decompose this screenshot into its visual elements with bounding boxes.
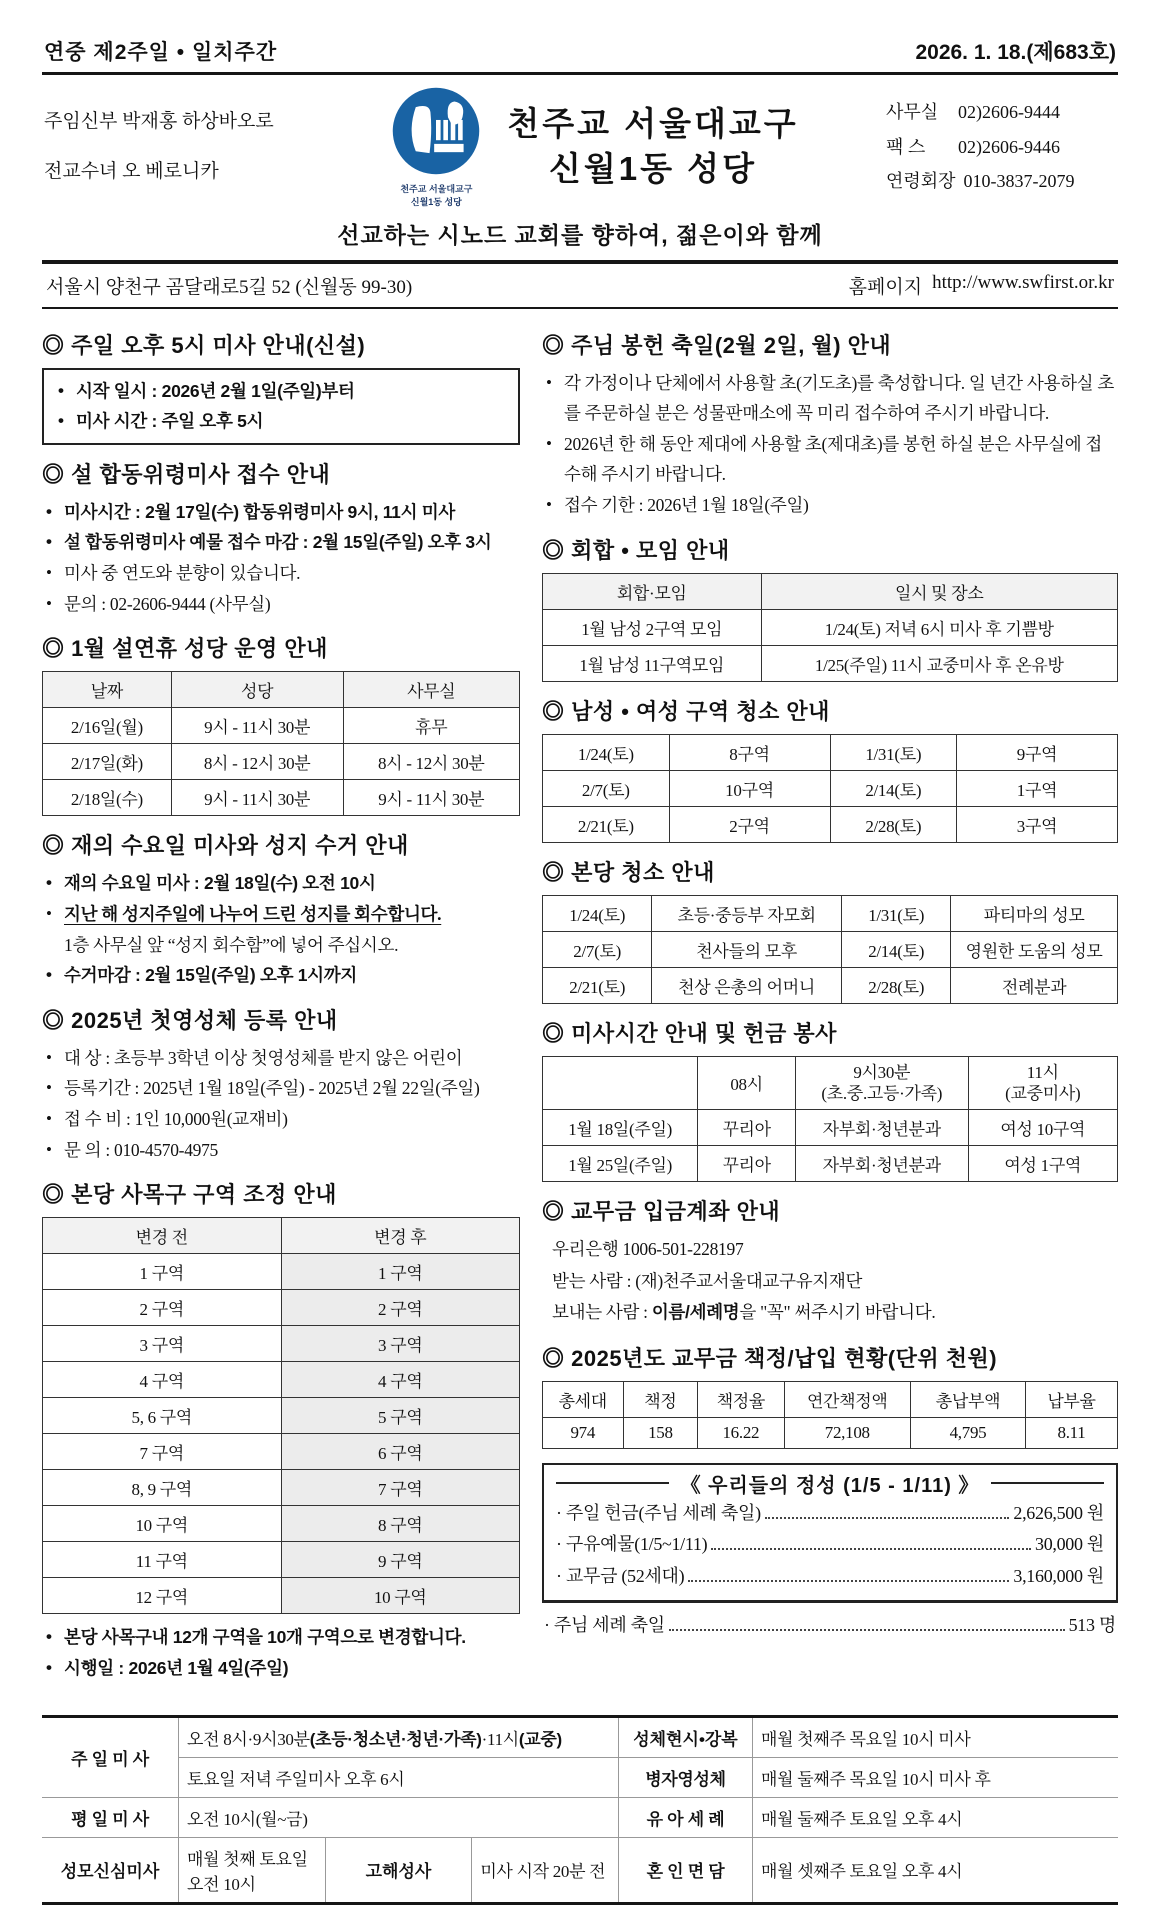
table-cell: 1/24(토)	[543, 734, 670, 770]
list-item: • 설 합동위령미사 예물 접수 마감 : 2월 15일(주일) 오후 3시	[42, 527, 520, 558]
pastor-name: 주임신부 박재홍 하상바오로	[44, 111, 274, 133]
table-cell: 2/28(토)	[842, 967, 951, 1003]
table-cell: 3구역	[957, 806, 1118, 842]
table-cell: 1 구역	[43, 1254, 282, 1290]
attendance-count: 513 명	[1068, 1615, 1116, 1636]
contact-office-number: 02)2606-9444	[957, 102, 1060, 123]
table-cell: 1월 25일(주일)	[543, 1146, 698, 1182]
footer-label: 평 일 미 사	[42, 1797, 179, 1837]
table-cell: 974	[543, 1417, 624, 1448]
table-cell: 9구역	[957, 734, 1118, 770]
table-cell: 8시 - 12시 30분	[171, 744, 343, 780]
list-item: • 대 상 : 초등부 3학년 이상 첫영성체를 받지 않은 어린이	[42, 1043, 520, 1074]
list-item: • 시행일 : 2026년 1월 4일(주일)	[42, 1653, 520, 1684]
meetings-table	[542, 573, 1118, 682]
col-header: 변경 전	[43, 1218, 282, 1254]
table-cell: 전례분과	[951, 967, 1118, 1003]
table-cell: 파티마의 성모	[951, 895, 1118, 931]
left-column	[42, 319, 520, 1697]
table-cell: 5, 6 구역	[43, 1398, 282, 1434]
table-cell: 영원한 도움의 성모	[951, 931, 1118, 967]
issue-date-label: 2026. 1. 18.(제683호)	[915, 41, 1116, 64]
section-heading: ◎ 재의 수요일 미사와 성지 수거 안내	[42, 833, 409, 859]
table-cell: 천사들의 모후	[652, 931, 842, 967]
section-mass-offering	[542, 1017, 1118, 1183]
district-reorg-table	[42, 1217, 520, 1614]
table-cell: 4 구역	[43, 1362, 282, 1398]
offering-box-title: 《 우리들의 정성 (1/5 - 1/11) 》	[556, 1469, 1104, 1498]
section-heading: ◎ 1월 설연휴 성당 운영 안내	[42, 636, 328, 662]
col-header: 9시30분 (초.중.고등·가족)	[796, 1056, 969, 1110]
offering-amount: 3,160,000 원	[1013, 1565, 1104, 1586]
table-cell: 1구역	[957, 770, 1118, 806]
section-heading: ◎ 본당 사목구 구역 조정 안내	[42, 1182, 337, 1208]
logo-caption-line2: 신월1동 성당	[410, 197, 462, 208]
section-sunday-5pm-mass	[42, 329, 520, 445]
table-cell: 3 구역	[43, 1326, 282, 1362]
table-cell: 8구역	[669, 734, 830, 770]
section-heading: ◎ 남성 • 여성 구역 청소 안내	[542, 698, 830, 724]
top-bar	[42, 28, 1118, 72]
offering-amount: 30,000 원	[1035, 1534, 1104, 1555]
offering-amount: 2,626,500 원	[1013, 1502, 1104, 1523]
table-cell: 9시 - 11시 30분	[343, 780, 520, 816]
table-cell: 2 구역	[281, 1290, 520, 1326]
table-cell: 8.11	[1026, 1417, 1118, 1448]
table-cell: 10구역	[669, 770, 830, 806]
offering-item	[556, 1529, 1104, 1561]
footer-cell: 매월 셋째주 토요일 오후 4시	[753, 1837, 1119, 1903]
clergy-block	[44, 97, 294, 196]
col-header: 11시 (교중미사)	[968, 1056, 1118, 1110]
table-cell: 2/28(토)	[830, 806, 957, 842]
table-cell: 2/7(토)	[543, 770, 670, 806]
section-heading: ◎ 본당 청소 안내	[542, 859, 715, 885]
contact-office-label: 사무실	[885, 102, 939, 123]
table-cell: 1/24(토)	[543, 895, 652, 931]
section-district-reorg	[42, 1178, 520, 1683]
section-heading: ◎ 미사시간 안내 및 헌금 봉사	[542, 1020, 837, 1046]
section-lunar-memorial-mass	[42, 458, 520, 620]
dues-status-table	[542, 1381, 1118, 1449]
table-cell: 7 구역	[43, 1434, 282, 1470]
list-item: • 미사 중 연도와 분향이 있습니다.	[42, 558, 520, 589]
table-cell: 2/16일(월)	[43, 708, 172, 744]
notice-box	[42, 368, 520, 445]
mass-offering-table	[542, 1056, 1118, 1183]
col-header: 날짜	[43, 672, 172, 708]
table-cell: 9시 - 11시 30분	[171, 708, 343, 744]
footer-cell: 매월 첫째주 목요일 10시 미사	[753, 1716, 1119, 1757]
col-header: 책정율	[698, 1381, 784, 1417]
right-column	[542, 319, 1118, 1697]
title-line-2: 신월1동 성당	[549, 149, 757, 187]
footer-label: 성모신심미사	[42, 1837, 179, 1903]
list-item: • 미사시간 : 2월 17일(수) 합동위령미사 9시, 11시 미사	[42, 497, 520, 528]
homepage-label: 홈페이지	[848, 276, 923, 298]
contact-chair-label: 연령회장	[885, 170, 956, 191]
masthead	[42, 75, 1118, 209]
table-cell: 2/21(토)	[543, 967, 652, 1003]
section-heading: ◎ 교무금 입금계좌 안내	[542, 1199, 781, 1225]
footer-cell: 매월 첫째 토요일 오전 10시	[179, 1837, 326, 1903]
section-heading: ◎ 주일 오후 5시 미사 안내(신설)	[42, 332, 366, 358]
table-cell: 1월 남성 2구역 모임	[543, 609, 762, 645]
homepage-link[interactable]: http://www.swfirst.or.kr	[932, 271, 1114, 293]
table-cell: 휴무	[343, 708, 520, 744]
table-cell: 1 구역	[281, 1254, 520, 1290]
address-divider	[42, 307, 1118, 309]
table-cell: 72,108	[784, 1417, 911, 1448]
table-cell: 4 구역	[281, 1362, 520, 1398]
table-cell: 10 구역	[281, 1578, 520, 1614]
bank-info	[542, 1234, 1118, 1329]
dot-leader	[765, 1517, 1010, 1519]
footer-cell: 매월 둘째주 토요일 오후 4시	[753, 1797, 1119, 1837]
offering-label: · 교무금 (52세대)	[556, 1565, 685, 1586]
table-cell: 꾸리아	[698, 1146, 796, 1182]
table-cell: 7 구역	[281, 1470, 520, 1506]
section-church-cleaning	[542, 856, 1118, 1004]
list-item: • 미사 시간 : 주일 오후 5시	[54, 406, 508, 437]
list-item: • 접수 기한 : 2026년 1월 18일(주일)	[542, 490, 1118, 521]
table-cell: 3 구역	[281, 1326, 520, 1362]
section-dues-status	[542, 1342, 1118, 1449]
dot-leader	[669, 1629, 1065, 1631]
col-header: 성당	[171, 672, 343, 708]
table-cell: 2/14(토)	[830, 770, 957, 806]
table-cell: 1월 18일(주일)	[543, 1110, 698, 1146]
table-cell: 1/24(토) 저녁 6시 미사 후 기쁨방	[761, 609, 1118, 645]
table-cell: 16.22	[698, 1417, 784, 1448]
dot-leader	[688, 1580, 1009, 1582]
church-cleaning-table	[542, 895, 1118, 1004]
logo-caption-line1: 천주교 서울대교구	[400, 184, 473, 194]
footer-cell: 미사 시작 20분 전	[472, 1837, 619, 1903]
parish-title	[507, 102, 798, 191]
table-cell: 초등·중등부 자모회	[652, 895, 842, 931]
table-cell: 2/21(토)	[543, 806, 670, 842]
table-cell: 2/17일(화)	[43, 744, 172, 780]
weekly-offering-box	[542, 1463, 1118, 1604]
table-cell	[543, 1056, 698, 1110]
col-header: 총세대	[543, 1381, 624, 1417]
list-item: • 2026년 한 해 동안 제대에 사용할 초(제대초)를 봉헌 하실 분은 사무실에 접수해 주시기 바랍니다.	[542, 429, 1118, 490]
list-item: • 접 수 비 : 1인 10,000원(교재비)	[42, 1104, 520, 1135]
church-address: 서울시 양천구 곰달래로5길 52 (신월동 99-30)	[46, 276, 413, 298]
section-heading: ◎ 2025년 첫영성체 등록 안내	[42, 1007, 338, 1033]
col-header: 08시	[698, 1056, 796, 1110]
col-header: 총납부액	[911, 1381, 1026, 1417]
table-cell: 12 구역	[43, 1578, 282, 1614]
list-item: • 문 의 : 010-4570-4975	[42, 1135, 520, 1166]
offering-item	[556, 1561, 1104, 1593]
table-cell: 꾸리아	[698, 1110, 796, 1146]
table-cell: 11 구역	[43, 1542, 282, 1578]
table-cell: 1월 남성 11구역모임	[543, 645, 762, 681]
col-header: 회합·모임	[543, 573, 762, 609]
title-line-1: 천주교 서울대교구	[507, 105, 799, 143]
contact-fax-number: 02)2606-9446	[957, 136, 1060, 157]
footer-label: 고해성사	[325, 1837, 472, 1903]
table-cell: 10 구역	[43, 1506, 282, 1542]
list-item-continuation: 1층 사무실 앞 “성지 회수함”에 넣어 주십시오.	[64, 934, 399, 955]
table-cell: 2/18일(수)	[43, 780, 172, 816]
list-item: • 등록기간 : 2025년 1월 18일(주일) - 2025년 2월 22일(주일)	[42, 1073, 520, 1104]
col-header: 사무실	[343, 672, 520, 708]
table-cell: 자부회·청년분과	[796, 1110, 969, 1146]
liturgical-week-label: 연중 제2주일 • 일치주간	[44, 41, 278, 64]
table-cell: 2구역	[669, 806, 830, 842]
list-item: • 본당 사목구내 12개 구역을 10개 구역으로 변경합니다.	[42, 1622, 520, 1653]
section-heading: ◎ 회합 • 모임 안내	[542, 537, 730, 563]
bank-sender-note: 보내는 사람 : 이름/세례명을 "꼭" 써주시기 바랍니다.	[552, 1302, 936, 1323]
table-cell: 5 구역	[281, 1398, 520, 1434]
church-logo-icon	[390, 85, 482, 177]
table-cell: 2/7(토)	[543, 931, 652, 967]
parish-logo	[381, 85, 491, 209]
table-cell: 자부회·청년분과	[796, 1146, 969, 1182]
contact-office	[886, 95, 1116, 129]
list-item: • 각 가정이나 단체에서 사용할 초(기도초)를 축성합니다. 일 년간 사용하실 초를 주문하실 분은 성물판매소에 꼭 미리 접수하여 주시기 바랍니다.	[542, 368, 1118, 429]
mass-times-footer-table	[42, 1715, 1118, 1905]
bank-recipient: 받는 사람 : (재)천주교서울대교구유지재단	[552, 1270, 863, 1291]
section-ash-wednesday	[42, 829, 520, 991]
address-bar	[42, 264, 1118, 307]
attendance-label: · 주님 세례 축일	[544, 1615, 665, 1636]
table-cell: 8시 - 12시 30분	[343, 744, 520, 780]
footer-cell: 토요일 저녁 주일미사 오후 6시	[179, 1757, 619, 1797]
footer-cell: 오전 8시·9시30분(초등·청소년·청년·가족)·11시(교중)	[179, 1716, 619, 1757]
table-cell: 8, 9 구역	[43, 1470, 282, 1506]
footer-cell: 매월 둘째주 목요일 10시 미사 후	[753, 1757, 1119, 1797]
list-item: • 재의 수요일 미사 : 2월 18일(수) 오전 10시	[42, 868, 520, 899]
district-cleaning-table	[542, 734, 1118, 843]
masthead-center	[381, 85, 798, 209]
table-cell: 4,795	[911, 1417, 1026, 1448]
contact-chair	[886, 164, 1116, 198]
table-cell: 1/31(토)	[842, 895, 951, 931]
sister-name: 전교수녀 오 베로니카	[44, 160, 219, 182]
slogan: 선교하는 시노드 교회를 향하여, 젊은이와 함께	[337, 221, 823, 248]
footer-label: 성체현시•강복	[619, 1716, 753, 1757]
section-district-cleaning	[542, 695, 1118, 843]
contact-block	[886, 95, 1116, 198]
section-heading: ◎ 설 합동위령미사 접수 안내	[42, 461, 331, 487]
section-heading: ◎ 주님 봉헌 축일(2월 2일, 월) 안내	[542, 332, 892, 358]
homepage-block	[849, 272, 1114, 299]
holiday-hours-table	[42, 671, 520, 816]
col-header: 일시 및 장소	[761, 573, 1118, 609]
list-item: • 시작 일시 : 2026년 2월 1일(주일)부터	[54, 376, 508, 407]
offering-item	[556, 1498, 1104, 1530]
table-cell: 8 구역	[281, 1506, 520, 1542]
table-cell: 2/14(토)	[842, 931, 951, 967]
contact-fax	[886, 130, 1116, 164]
table-cell: 9시 - 11시 30분	[171, 780, 343, 816]
offering-label: · 구유예물(1/5~1/11)	[556, 1534, 708, 1555]
footer-label: 주 일 미 사	[42, 1716, 179, 1797]
section-meetings	[542, 534, 1118, 682]
contact-chair-number: 010-3837-2079	[963, 170, 1075, 191]
table-cell: 2 구역	[43, 1290, 282, 1326]
section-presentation-feast	[542, 329, 1118, 521]
table-cell: 여성 10구역	[968, 1110, 1118, 1146]
footer-label: 혼 인 면 담	[619, 1837, 753, 1903]
attendance-line	[544, 1611, 1116, 1637]
list-item: • 문의 : 02-2606-9444 (사무실)	[42, 589, 520, 620]
footer-cell: 오전 10시(월~금)	[179, 1797, 619, 1837]
table-cell: 6 구역	[281, 1434, 520, 1470]
list-item: • 수거마감 : 2월 15일(주일) 오후 1시까지	[42, 960, 520, 991]
table-cell: 천상 은총의 어머니	[652, 967, 842, 1003]
offering-label: · 주일 헌금(주님 세례 축일)	[556, 1502, 761, 1523]
list-item: • 지난 해 성지주일에 나누어 드린 성지를 회수합니다.	[42, 899, 520, 930]
col-header: 변경 후	[281, 1218, 520, 1254]
table-cell: 9 구역	[281, 1542, 520, 1578]
footer-label: 유 아 세 례	[619, 1797, 753, 1837]
section-holiday-hours	[42, 632, 520, 816]
footer-label: 병자영성체	[619, 1757, 753, 1797]
col-header: 납부율	[1026, 1381, 1118, 1417]
contact-fax-label: 팩 스	[885, 136, 926, 157]
section-bank-account	[542, 1195, 1118, 1329]
table-cell: 1/25(주일) 11시 교중미사 후 온유방	[761, 645, 1118, 681]
col-header: 연간책정액	[784, 1381, 911, 1417]
table-cell: 158	[623, 1417, 698, 1448]
table-cell: 1/31(토)	[830, 734, 957, 770]
dot-leader	[711, 1548, 1031, 1550]
table-cell: 여성 1구역	[968, 1146, 1118, 1182]
bank-account-number: 우리은행 1006-501-228197	[552, 1239, 744, 1260]
section-first-communion	[42, 1004, 520, 1166]
col-header: 책정	[623, 1381, 698, 1417]
section-heading: ◎ 2025년도 교무금 책정/납입 현황(단위 천원)	[542, 1345, 998, 1371]
